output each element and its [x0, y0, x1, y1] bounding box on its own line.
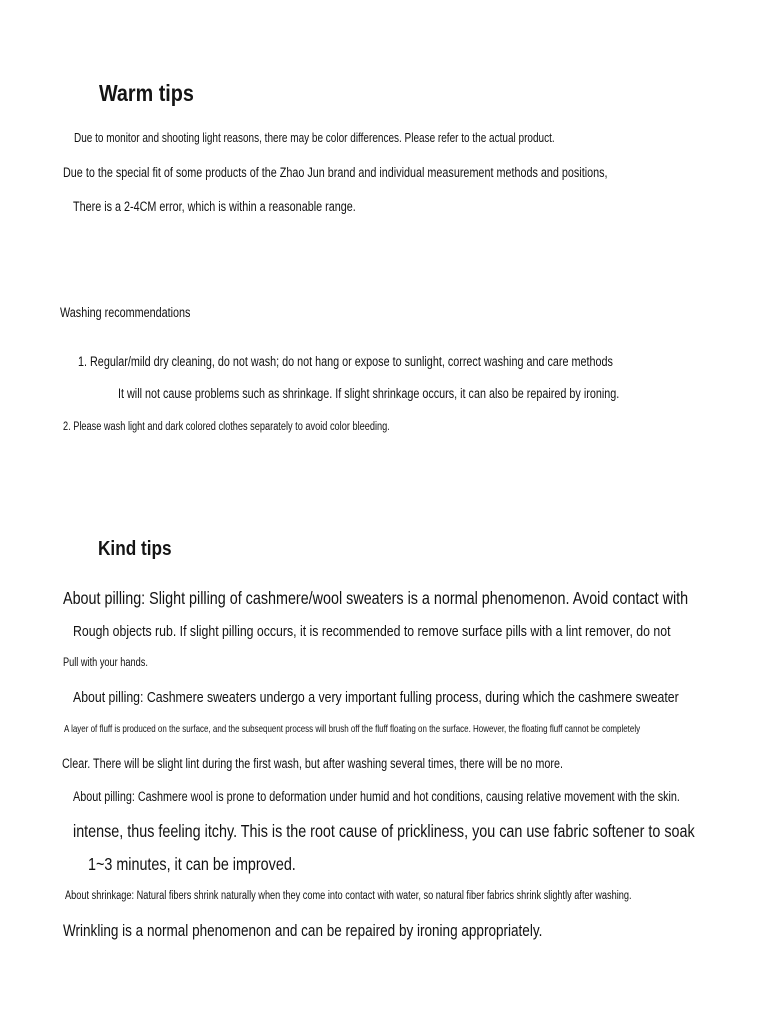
- kind-tip-line-10: About shrinkage: Natural fibers shrink naturally when they come into contact with water, so natural fiber fabrics shrink slightly after washing.: [65, 890, 632, 902]
- kind-tip-line-5: A layer of fluff is produced on the surface, and the subsequent process will brush off the fluff floating on the surface. However, the floating fluff cannot be completely: [64, 723, 641, 735]
- washing-line-1: 1. Regular/mild dry cleaning, do not wash; do not hang or expose to sunlight, correct washing and care methods: [78, 354, 613, 369]
- kind-tip-line-2: Rough objects rub. If slight pilling occurs, it is recommended to remove surface pills with a lint remover, do not: [73, 623, 671, 640]
- warm-tip-line-1: Due to monitor and shooting light reasons, there may be color differences. Please refer to the actual product.: [74, 131, 555, 145]
- warm-tip-line-2: Due to the special fit of some products of the Zhao Jun brand and individual measurement methods and positions,: [63, 165, 608, 180]
- kind-tip-line-4: About pilling: Cashmere sweaters undergo a very important fulling process, during which the cashmere sweater: [73, 689, 679, 706]
- washing-line-3: 2. Please wash light and dark colored clothes separately to avoid color bleeding.: [63, 421, 390, 433]
- kind-tip-line-11: Wrinkling is a normal phenomenon and can be repaired by ironing appropriately.: [63, 922, 543, 940]
- warm-tip-line-3: There is a 2-4CM error, which is within a reasonable range.: [73, 199, 356, 214]
- kind-tip-line-8: intense, thus feeling itchy. This is the root cause of prickliness, you can use fabric softener to soak: [73, 821, 695, 841]
- kind-tip-line-3: Pull with your hands.: [63, 657, 148, 669]
- washing-heading: Washing recommendations: [60, 305, 191, 320]
- kind-tips-heading: Kind tips: [98, 538, 172, 560]
- warm-tips-heading: Warm tips: [99, 80, 194, 106]
- kind-tip-line-6: Clear. There will be slight lint during the first wash, but after washing several times, there will be no more.: [62, 756, 564, 771]
- kind-tip-line-1: About pilling: Slight pilling of cashmere/wool sweaters is a normal phenomenon. Avoid contact with: [63, 588, 689, 608]
- washing-line-2: It will not cause problems such as shrinkage. If slight shrinkage occurs, it can also be repaired by ironing.: [118, 386, 620, 401]
- kind-tip-line-7: About pilling: Cashmere wool is prone to deformation under humid and hot conditions, causing relative movement with the skin.: [73, 789, 680, 804]
- kind-tip-line-9: 1~3 minutes, it can be improved.: [88, 854, 296, 874]
